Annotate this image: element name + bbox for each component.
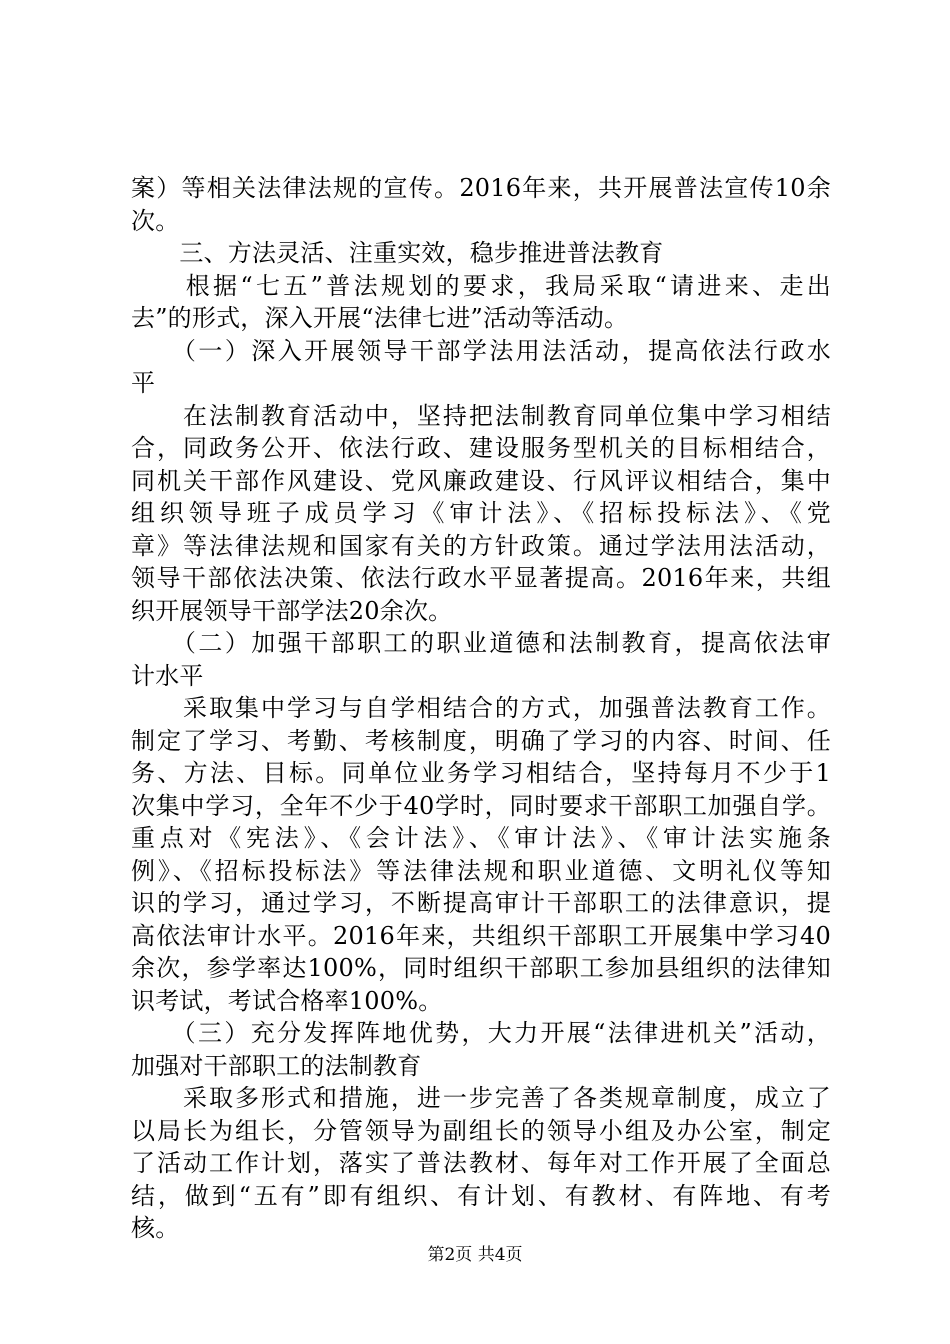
text-line: 核。 [131,1214,180,1242]
subsection-heading: （三）充分发挥阵地优势，大力开展“法律进机关”活动， [131,1019,831,1047]
text-line: 在法制教育活动中，坚持把法制教育同单位集中学习相结 [131,401,831,430]
subsection-heading: 加强对干部职工的法制教育 [131,1051,422,1080]
text-line: 务、方法、目标。同单位业务学习相结合，坚持每月不少于1 [131,759,831,787]
subsection-heading: （二）加强干部职工的职业道德和法制教育，提高依法审 [131,629,831,657]
text-line: 结，做到“五有”即有组织、有计划、有教材、有阵地、有考 [131,1181,831,1210]
text-line: 余次，参学率达100%，同时组织干部职工参加县组织的法律知 [131,954,831,982]
text-line: 以局长为组长，分管领导为副组长的领导小组及办公室，制定 [131,1116,831,1145]
text-line: 高依法审计水平。2016年来，共组织干部职工开展集中学习40 [131,921,831,950]
text-line: 采取多形式和措施，进一步完善了各类规章制度，成立了 [131,1084,831,1112]
subsection-heading: 平 [131,369,156,397]
text-line: 次集中学习，全年不少于40学时，同时要求干部职工加强自学。 [131,791,831,820]
text-line: 章》等法律法规和国家有关的方针政策。通过学法用法活动， [131,531,831,560]
text-line: 重点对《宪法》、《会计法》、《审计法》、《审计法实施条 [131,824,831,852]
text-line: 案）等相关法律法规的宣传。2016年来，共开展普法宣传10余 [131,174,831,202]
text-line: 合，同政务公开、依法行政、建设服务型机关的目标相结合， [131,434,831,462]
text-line: 同机关干部作风建设、党风廉政建设、行风评议相结合，集中 [131,466,831,495]
subsection-heading: （一）深入开展领导干部学法用法活动，提高依法行政水 [131,336,831,365]
page-footer: 第2页 共4页 [427,1245,523,1265]
text-line: 采取集中学习与自学相结合的方式，加强普法教育工作。 [131,694,831,722]
text-line: 组织领导班子成员学习《审计法》、《招标投标法》、《党 [131,499,831,527]
text-line: 织开展领导干部学法20余次。 [131,596,453,625]
text-line: 例》、《招标投标法》等法律法规和职业道德、文明礼仪等知 [131,856,831,885]
text-line: 制定了学习、考勤、考核制度，明确了学习的内容、时间、任 [131,726,831,755]
text-line: 了活动工作计划，落实了普法教材、每年对工作开展了全面总 [131,1149,831,1177]
subsection-heading: 计水平 [131,661,204,690]
text-line: 次。 [131,206,180,235]
body-text [131,172,831,1245]
section-heading: 三、方法灵活、注重实效，稳步推进普法教育 [131,239,664,267]
text-line: 根据“七五”普法规划的要求，我局采取“请进来、走出 [131,271,831,300]
text-line: 识考试，考试合格率100%。 [131,986,443,1015]
text-line: 识的学习，通过学习，不断提高审计干部职工的法律意识，提 [131,889,831,917]
text-line: 去”的形式，深入开展“法律七进”活动等活动。 [131,304,629,332]
text-line: 领导干部依法决策、依法行政水平显著提高。2016年来，共组 [131,564,831,592]
